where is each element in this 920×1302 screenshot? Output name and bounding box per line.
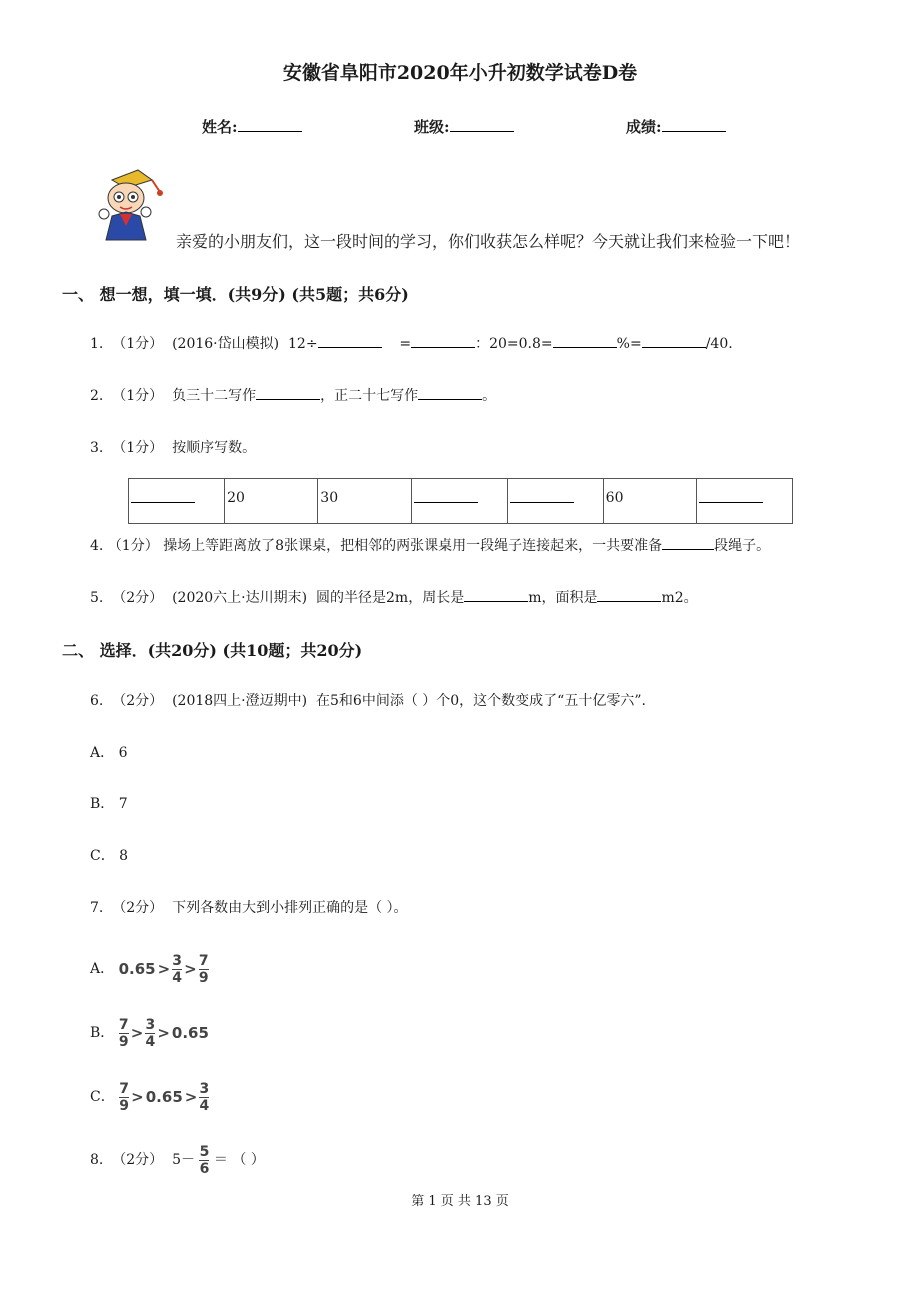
q1-blank-2[interactable] [411,334,475,348]
q7-option-b-expr: $\frac{7}{9}$ > $\frac{3}{4}$ > 0.65 [118,1016,209,1050]
seq-cell-6: 60 [603,479,696,524]
q3-number: 3. [90,440,104,456]
q5-blank-1[interactable] [464,588,528,602]
q2-text-3: 。 [482,388,497,404]
name-label: 姓名: [202,118,238,136]
q5-source: (2020六上·达川期末) [172,590,308,606]
q6-score: （2分） [112,693,164,709]
q6-option-c-text: 8 [119,848,129,864]
q1-text-2: = [399,336,412,352]
score-blank[interactable] [662,117,726,132]
q4-score: （1分） [107,538,159,554]
q7-score: （2分） [112,900,164,916]
question-2 [90,385,496,405]
question-5 [90,587,698,607]
class-blank[interactable] [450,117,514,132]
q8-text-2: ＝ （ ） [213,1152,265,1168]
q6-option-c-label: C． [90,848,115,864]
q2-text-1: 负三十二写作 [172,388,257,404]
q1-score: （1分） [112,336,164,352]
q6-source: (2018四上·澄迈期中) [172,693,308,709]
q6-number: 6. [90,693,104,709]
q7-option-b[interactable] [90,1008,209,1049]
q6-option-b-label: B． [90,796,115,812]
q1-blank-1[interactable] [318,334,382,348]
seq-cell-5[interactable] [507,479,603,524]
q8-number: 8. [90,1152,104,1168]
score-label: 成绩: [626,118,662,136]
q2-blank-2[interactable] [418,386,482,400]
q8-fraction: $\frac{5}{6}$ [199,1143,210,1177]
q7-option-a[interactable] [90,944,209,985]
question-7 [90,897,408,917]
q3-score: （1分） [112,440,164,456]
q6-option-a-label: A． [90,745,115,761]
q2-number: 2. [90,388,104,404]
q5-blank-2[interactable] [597,588,661,602]
q7-option-b-label: B． [90,1025,115,1041]
seq-cell-3: 30 [318,479,411,524]
q5-text-2: m，面积是 [528,590,598,606]
q7-option-c-expr: $\frac{7}{9}$ > 0.65 > $\frac{3}{4}$ [119,1080,210,1114]
section-1-title: 一、 想一想，填一填．(共9分) (共5题；共6分) [62,285,409,304]
question-1 [90,333,733,353]
question-8 [90,1138,265,1176]
name-blank[interactable] [238,117,302,132]
q7-text: 下列各数由大到小排列正确的是（ ）。 [172,900,408,916]
sequence-table [128,478,793,524]
q5-text-3: m2。 [661,590,698,606]
q1-blank-3[interactable] [553,334,617,348]
q4-blank[interactable] [662,536,714,550]
q4-text-2: 段绳子。 [714,538,771,554]
seq-cell-4[interactable] [411,479,507,524]
q7-number: 7. [90,900,104,916]
mascot-icon [90,166,166,244]
q6-option-b-text: 7 [118,796,128,812]
q6-option-c[interactable] [90,845,128,865]
question-3 [90,437,256,457]
q1-source: (2016·岱山模拟) [172,336,280,352]
seq-cell-2: 20 [225,479,318,524]
q8-score: （2分） [112,1152,164,1168]
q7-option-a-expr: 0.65 > $\frac{3}{4}$ > $\frac{7}{9}$ [118,952,209,986]
question-6 [90,690,646,710]
q1-text-1: 12÷ [288,336,318,352]
q6-option-a-text: 6 [118,745,128,761]
q4-text-1: 操场上等距离放了8张课桌，把相邻的两张课桌用一段绳子连接起来，一共要准备 [163,538,663,554]
q1-text-3: ：20=0.8= [475,336,553,352]
q3-text: 按顺序写数。 [172,440,257,456]
score-field[interactable] [626,116,726,137]
seq-cell-7[interactable] [696,479,792,524]
q4-number: 4. [90,538,104,554]
class-field[interactable] [414,116,514,137]
q7-option-c[interactable] [90,1072,209,1113]
q1-blank-4[interactable] [642,334,706,348]
name-field[interactable] [202,116,302,137]
q7-option-a-label: A． [90,961,115,977]
seq-cell-1[interactable] [129,479,225,524]
q5-score: （2分） [112,590,164,606]
page-title: 安徽省阜阳市2020年小升初数学试卷D卷 [282,62,638,84]
q5-number: 5. [90,590,104,606]
class-label: 班级: [414,118,450,136]
page-footer: 第 1 页 共 13 页 [411,1194,509,1209]
q2-score: （1分） [112,388,164,404]
q1-number: 1. [90,336,104,352]
q1-text-5: /40. [705,336,733,352]
question-4 [90,535,770,555]
q6-text: 在5和6中间添（ ）个0，这个数变成了“五十亿零六”. [316,693,646,709]
q2-blank-1[interactable] [256,386,320,400]
q6-option-a[interactable] [90,742,128,762]
greeting-text: 亲爱的小朋友们，这一段时间的学习，你们收获怎么样呢？今天就让我们来检验一下吧！ [176,232,801,251]
q6-option-b[interactable] [90,793,128,813]
q1-text-4: %= [616,336,642,352]
section-2-title: 二、 选择．(共20分) (共10题；共20分) [62,641,363,660]
q2-text-2: ，正二十七写作 [320,388,419,404]
q5-text-1: 圆的半径是2m，周长是 [316,590,465,606]
q8-text-1: 5－ [172,1152,196,1168]
q7-option-c-label: C． [90,1089,115,1105]
